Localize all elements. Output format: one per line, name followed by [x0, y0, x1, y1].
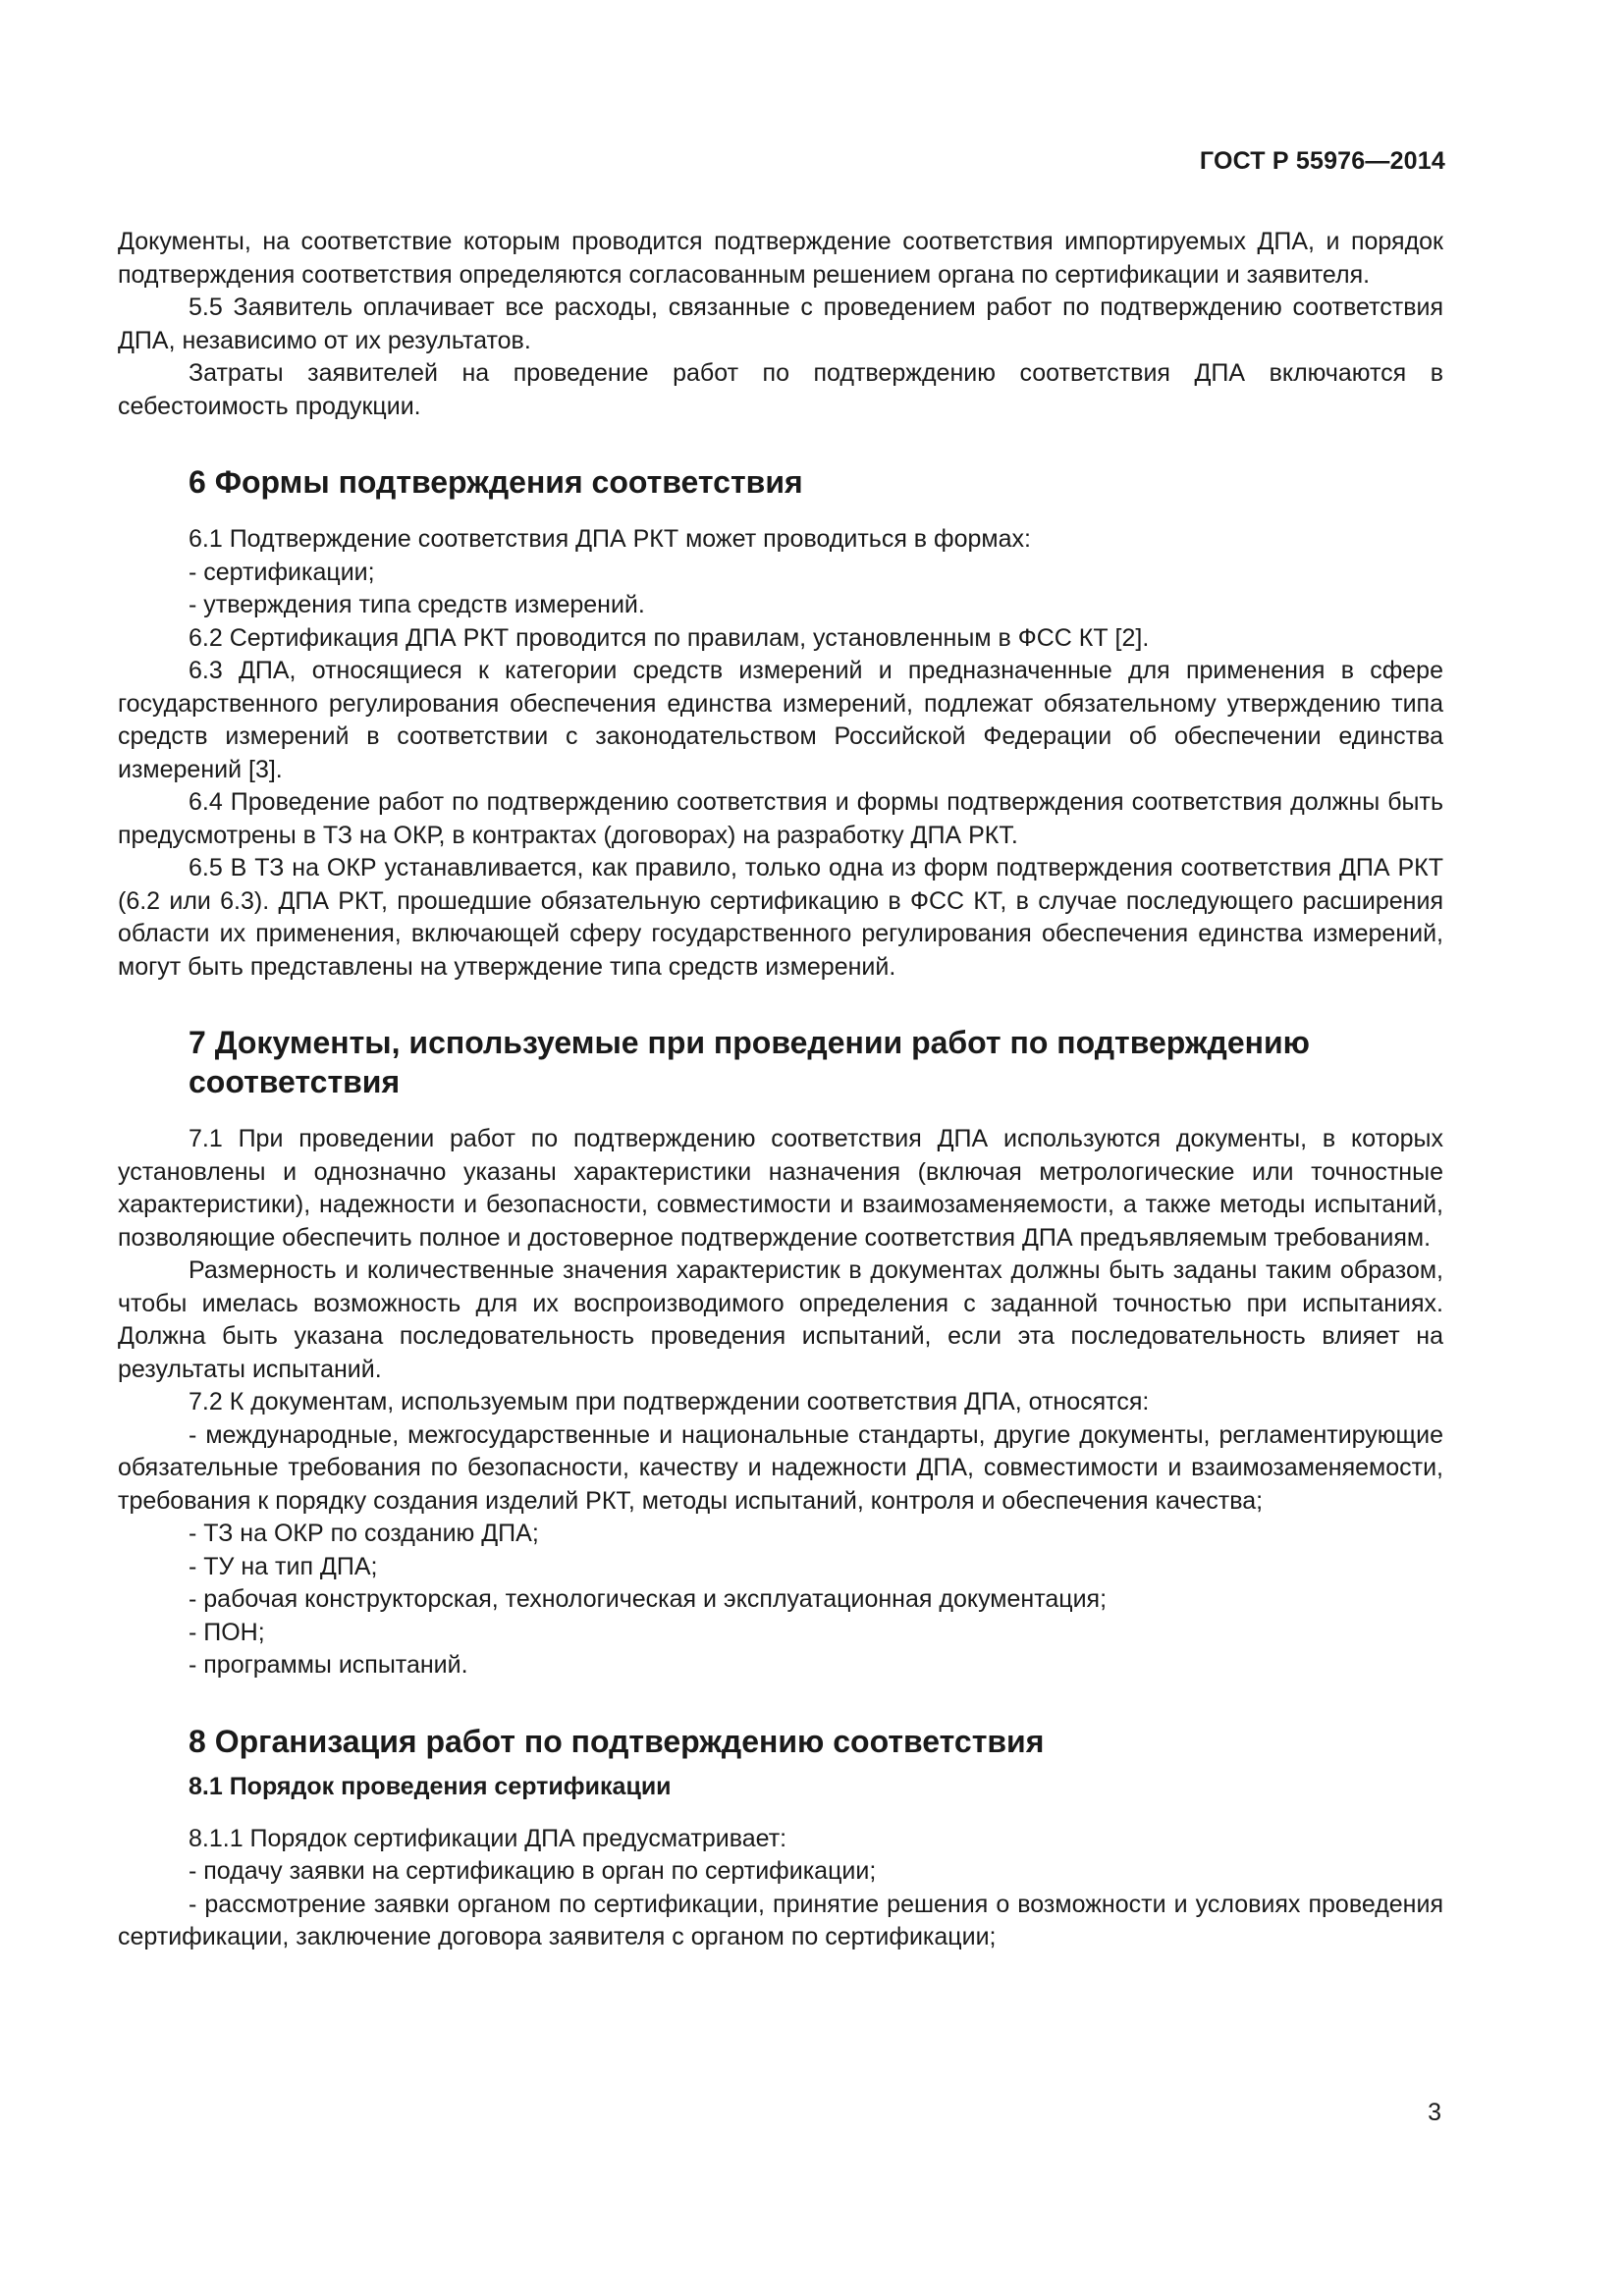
paragraph-8-1-1: 8.1.1 Порядок сертификации ДПА предусматривает:	[189, 1824, 787, 1852]
section-7-title: 7 Документы, используемые при проведении работ по подтверждению соответствия	[189, 1025, 1310, 1099]
paragraph-7-2: 7.2 К документам, используемым при подтверждении соответствия ДПА, относятся:	[189, 1388, 1150, 1415]
list-item: - рабочая конструкторская, технологическая и эксплуатационная документация;	[189, 1585, 1108, 1613]
list-item: - международные, межгосударственные и национальные стандарты, другие документы, регламентирующие обязательные требования по безопасности, качеству и надежности ДПА, совместимости и взаимозаменяемости, требования к порядку создания изделий РКТ, методы испытаний, контроля и обеспечения качества;	[118, 1420, 1443, 1515]
section-6-title: 6 Формы подтверждения соответствия	[189, 464, 803, 500]
paragraph-6-4: 6.4 Проведение работ по подтверждению соответствия и формы подтверждения соответствия должны быть предусмотрены в ТЗ на ОКР, в контрактах (договорах) на разработку ДПА РКТ.	[118, 788, 1443, 849]
document-header: ГОСТ Р 55976—2014	[1199, 147, 1445, 175]
paragraph-6-2: 6.2 Сертификация ДПА РКТ проводится по правилам, установленным в ФСС КТ [2].	[189, 623, 1150, 652]
list-item: - сертификации;	[189, 558, 375, 586]
list-item: - рассмотрение заявки органом по сертификации, принятие решения о возможности и условиях проведения сертификации, заключение договора заявителя с органом по сертификации;	[118, 1890, 1443, 1950]
paragraph-6-1: 6.1 Подтверждение соответствия ДПА РКТ может проводиться в формах:	[189, 525, 1031, 553]
document-body	[118, 226, 1443, 1954]
list-item: - программы испытаний.	[189, 1651, 468, 1679]
paragraph-6-3: 6.3 ДПА, относящиеся к категории средств измерений и предназначенные для применения в сфере государственного регулирования обеспечения единства измерений, подлежат обязательному утверждению типа средств измерений в соответствии с законодательством Российской Федерации об обеспечении единства измерений [3].	[118, 657, 1443, 783]
list-item: - ТЗ на ОКР по созданию ДПА;	[189, 1520, 539, 1547]
paragraph-6-5: 6.5 В ТЗ на ОКР устанавливается, как правило, только одна из форм подтверждения соответствия ДПА РКТ (6.2 или 6.3). ДПА РКТ, прошедшие обязательную сертификацию в ФСС КТ, в случае последующего расширения области их применения, включающей сферу государственного регулирования обеспечения единства измерений, могут быть представлены на утверждение типа средств измерений.	[118, 854, 1443, 981]
paragraph-7-1-dimensions: Размерность и количественные значения характеристик в документах должны быть заданы таким образом, чтобы имелась возможность для их воспроизводимого определения с заданной точностью при испытаниях. Должна быть указана последовательность проведения испытаний, если эта последовательность влияет на результаты испытаний.	[118, 1256, 1443, 1383]
paragraph-5-5: 5.5 Заявитель оплачивает все расходы, связанные с проведением работ по подтверждению соответствия ДПА, независимо от их результатов.	[118, 294, 1443, 354]
list-item: - ТУ на тип ДПА;	[189, 1552, 378, 1580]
paragraph-5-5-costs: Затраты заявителей на проведение работ по подтверждению соответствия ДПА включаются в себестоимость продукции.	[118, 359, 1443, 420]
list-item: - утверждения типа средств измерений.	[189, 591, 645, 618]
paragraph-7-1: 7.1 При проведении работ по подтверждению соответствия ДПА используются документы, в которых установлены и однозначно указаны характеристики назначения (включая метрологические или точностные характеристики), надежности и безопасности, совместимости и взаимозаменяемости, а также методы испытаний, позволяющие обеспечить полное и достоверное подтверждение соответствия ДПА предъявляемым требованиям.	[118, 1125, 1443, 1252]
list-item: - ПОН;	[189, 1618, 265, 1646]
paragraph-intro: Документы, на соответствие которым проводится подтверждение соответствия импортируемых ДПА, и порядок подтверждения соответствия определяются согласованным решением органа по сертификации и заявителя.	[118, 228, 1443, 289]
section-8-1-subtitle: 8.1 Порядок проведения сертификации	[189, 1772, 672, 1800]
list-item: - подачу заявки на сертификацию в орган по сертификации;	[189, 1857, 877, 1885]
section-8-title: 8 Организация работ по подтверждению соответствия	[189, 1723, 1045, 1759]
page-number: 3	[1428, 2099, 1441, 2126]
